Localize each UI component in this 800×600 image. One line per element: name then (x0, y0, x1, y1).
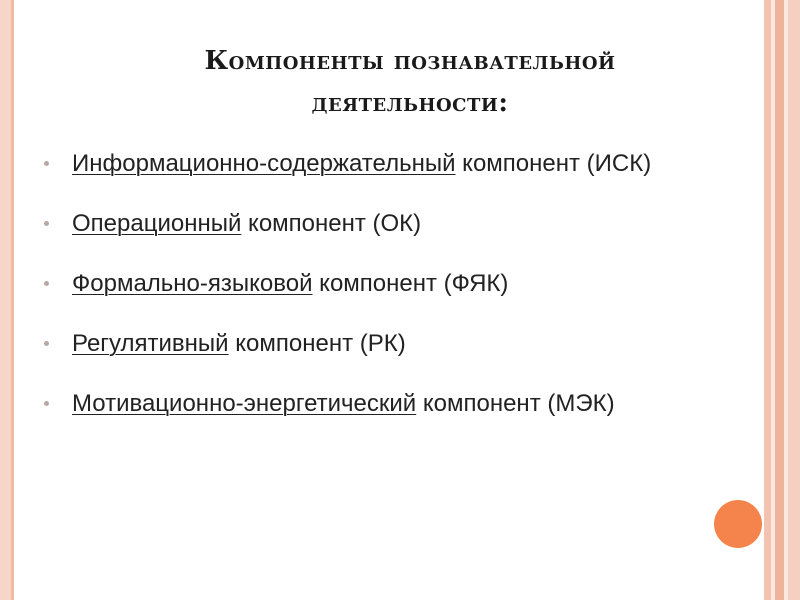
right-stripe-decoration (764, 0, 771, 600)
slide-title (60, 40, 760, 124)
item-term: Регулятивный (72, 330, 229, 357)
bullet-icon (44, 281, 49, 286)
right-stripe-decoration (775, 0, 784, 600)
item-text: компонент (ОК) (241, 210, 422, 237)
item-text: компонент (ИСК) (455, 150, 652, 177)
list-item (44, 208, 724, 240)
left-border-line (11, 0, 14, 600)
item-term: Операционный (72, 210, 242, 237)
list-item (44, 388, 724, 420)
bullet-icon (44, 221, 49, 226)
item-text: компонент (РК) (228, 330, 406, 357)
right-stripe-decoration (788, 0, 800, 600)
list-item (44, 268, 724, 300)
slide-title-line2: деятельности: (311, 88, 509, 118)
slide-title-line1: Компоненты познавательной (204, 46, 616, 76)
item-term: Мотивационно-энергетический (72, 390, 417, 417)
list-item (44, 148, 724, 180)
item-term: Информационно-содержательный (72, 150, 456, 177)
item-term: Формально-языковой (72, 270, 313, 297)
accent-circle (714, 500, 762, 548)
bullet-icon (44, 401, 49, 406)
component-list (44, 148, 724, 448)
bullet-icon (44, 161, 49, 166)
list-item (44, 328, 724, 360)
item-text: компонент (МЭК) (416, 390, 615, 417)
bullet-icon (44, 341, 49, 346)
item-text: компонент (ФЯК) (312, 270, 509, 297)
